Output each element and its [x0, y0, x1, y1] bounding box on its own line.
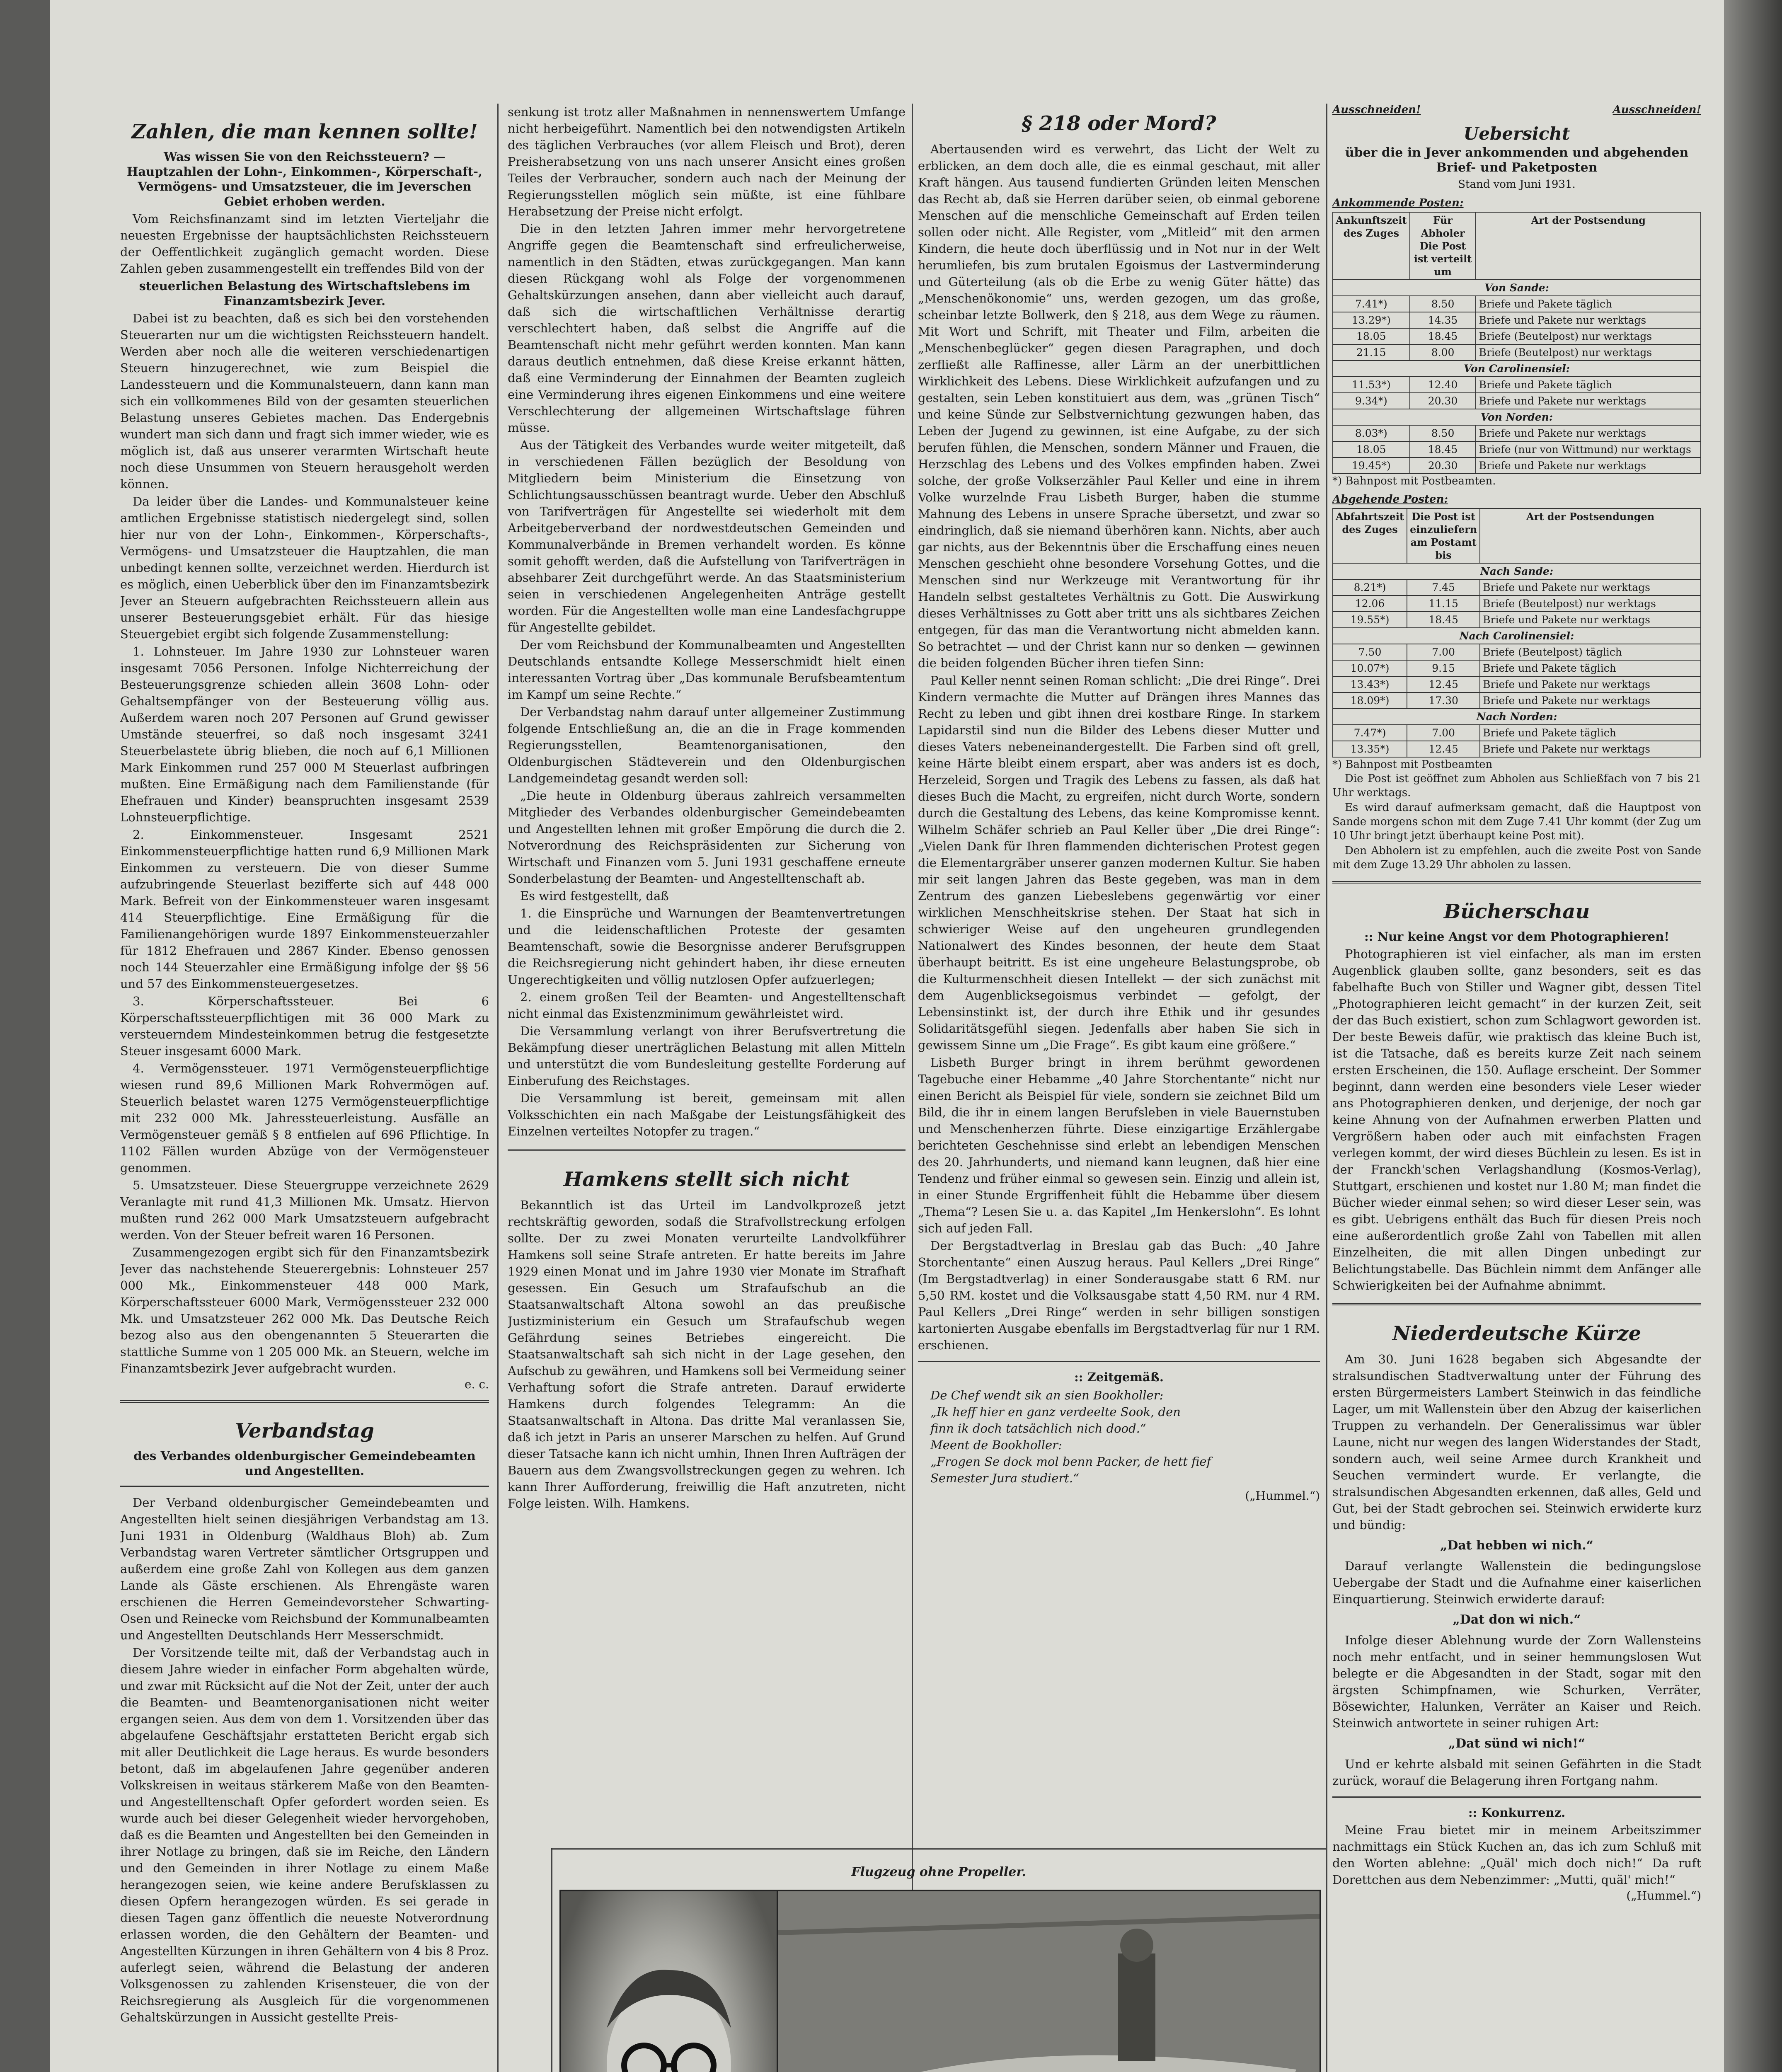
incoming-post-rows: [1333, 280, 1701, 474]
paragraph: Aus der Tätigkeit des Verbandes wurde weiter mitgeteilt, daß in verschiedenen Fällen bezüglich der Besoldung von Mitgliedern beim Ministerium die Einsetzung von Schlichtungsausschüssen beantragt wurde. Ueber den Abschluß von Tarifverträgen für Angestellte sei wiederholt mit dem Arbeitgeberverband der nordwestdeutschen Gemeinden und Kommunalverbände in Bremen verhandelt worden. Es könne somit gehofft werden, daß die Aufstellung von Tarifverträgen in absehbarer Zeit durchgeführt werde. An das Staatsministerium seien in verschiedenen Angelegenheiten Anträge gestellt worden. Für die Angestellten wolle man eine Landesfachgruppe für Angestellte gebildet.: [508, 438, 906, 634]
outgoing-post-rows: [1333, 563, 1701, 757]
table-cell: Briefe (Beutelpost) nur werktags: [1480, 595, 1701, 612]
table-cell: 18.05: [1333, 328, 1410, 344]
paragraph: senkung ist trotz aller Maßnahmen in nennenswertem Umfange nicht herbeigeführt. Namentlich bei den notwendigsten Artikeln des täglichen Verbrauches (vor allem Fleisch und Brot), deren Preisherabsetzung von uns nach unserer Ansicht eines großen Teiles der Verbraucher, sondern auch nach der Meinung der Regierungsstellen möglich sein müßte, ist eine fühlbare Herabsetzung der Preise nicht erfolgt.: [508, 105, 906, 218]
cut-out-notice: [1332, 104, 1701, 116]
article-subtitle: Was wissen Sie von den Reichssteuern? — Hauptzahlen der Lohn-, Einkommen-, Körperschaft-, Vermögens- und Umsatzsteuer, die im Jeverschen Gebiet erhoben werden.: [126, 150, 482, 208]
table-row: [1333, 612, 1701, 628]
section-heading: steuerlichen Belastung des Wirtschaftslebens im Finanzamtsbezirk Jever.: [139, 279, 470, 308]
table-cell: 17.30: [1407, 692, 1480, 709]
table-cell: Briefe (Beutelpost) nur werktags: [1476, 328, 1701, 344]
table-cell: Briefe und Pakete nur werktags: [1480, 579, 1701, 595]
column-divider: [912, 104, 913, 1898]
table-cell: Briefe und Pakete täglich: [1476, 296, 1701, 312]
paragraph: Am 30. Juni 1628 begaben sich Abgesandte der stralsundischen Stadtverwaltung unter der Führung des ersten Bürgermeisters Lambert Steinwich in das feindliche Lager, um mit Wallenstein über den Abzug der kaiserlichen Truppen zu verhandeln. Der Generalissimus war übler Laune, nicht nur wegen des langen Widerstandes der Stadt, sondern auch, weil seine Armee durch Krankheit und Seuchen vermindert wurde. Er verlangte, die stralsundischen Abgesandten erkennen, daß alles, Geld und Gut, bei der Stadt gebrochen sei. Steinwich erwiderte kurz und bündig:: [1332, 1352, 1701, 1532]
table-cell: Briefe und Pakete nur werktags: [1476, 457, 1701, 474]
table-cell: 20.30: [1410, 393, 1476, 409]
table-row: [1333, 725, 1701, 741]
table-cell: Briefe und Pakete täglich: [1476, 377, 1701, 393]
outgoing-post-table: [1332, 508, 1701, 758]
table-row: [1333, 328, 1701, 344]
table-cell: Briefe und Pakete nur werktags: [1476, 425, 1701, 441]
group-row: [1333, 563, 1701, 579]
table-row: [1333, 457, 1701, 474]
paragraph: 4. Vermögenssteuer. 1971 Vermögensteuerpflichtige wiesen rund 89,6 Millionen Mark Rohvermögen auf. Steuerlich belastet waren 1275 Vermögensteuerpflichtige mit 232 000 Mk. Jahressteuerleistung. Ausfälle an Vermögensteuer gemäß § 8 entfielen auf 696 Pflichtige. In 1102 Fällen wurden Abzüge von der Vermögensteuer genommen.: [120, 1061, 489, 1175]
section-heading: :: Nur keine Angst vor dem Photographieren!: [1364, 929, 1670, 944]
table-row: [1333, 579, 1701, 595]
portrait-photo: [561, 1891, 777, 2072]
paragraph: Die Versammlung ist bereit, gemeinsam mit allen Volksschichten ein nach Maßgabe der Leistungsfähigkeit des Einzelnen verteiltes Notopfer zu tragen.“: [508, 1091, 906, 1138]
table-cell: 9.15: [1407, 660, 1480, 676]
group-label: Von Carolinensiel:: [1333, 361, 1701, 377]
table-cell: Briefe und Pakete nur werktags: [1480, 741, 1701, 757]
table-cell: Briefe und Pakete nur werktags: [1480, 612, 1701, 628]
column-header: Für Abholer Die Post ist verteilt um: [1410, 212, 1476, 280]
column-4: [1332, 104, 1701, 2072]
group-row: [1333, 628, 1701, 644]
table-row: [1333, 644, 1701, 660]
table-cell: 11.15: [1407, 595, 1480, 612]
timetable-subtitle: über die in Jever ankommenden und abgehenden Brief- und Paketposten: [1345, 145, 1689, 175]
table-cell: 7.00: [1407, 644, 1480, 660]
article-title: Verbandstag: [235, 1419, 374, 1443]
group-row: [1333, 409, 1701, 425]
paragraph: Und er kehrte alsbald mit seinen Gefährten in die Stadt zurück, worauf die Belagerung ihren Fortgang nahm.: [1332, 1757, 1701, 1788]
table-cell: Briefe und Pakete nur werktags: [1476, 393, 1701, 409]
table-cell: Briefe (nur von Wittmund) nur werktags: [1476, 441, 1701, 457]
column-divider: [1326, 104, 1327, 2072]
paragraph: Meine Frau bietet mir in meinem Arbeitszimmer nachmittags ein Stück Kuchen an, das ich zum Schluß mit den Worten ablehne: „Quäl' mich doch nich!“ Da ruft Dorettchen aus dem Nebenzimmer: „Mutti, quäl' mich!“: [1332, 1823, 1701, 1887]
source-signature: („Hummel.“): [1626, 1889, 1701, 1903]
table-cell: 18.05: [1333, 441, 1410, 457]
photo: [559, 1890, 1321, 2072]
table-cell: 18.45: [1410, 328, 1476, 344]
paragraph: 5. Umsatzsteuer. Diese Steuergruppe verzeichnete 2629 Veranlagte mit rund 41,3 Millionen Mk. Umsatz. Hiervon mußten rund 262 000 Mark Umsatzsteuern aufgebracht werden. Von der Steuer befreit waren 16 Personen.: [120, 1178, 489, 1242]
table-footnote: *) Bahnpost mit Postbeamten: [1332, 758, 1493, 771]
paragraph: Bekanntlich ist das Urteil im Landvolkprozeß jetzt rechtskräftig geworden, sodaß die Strafvollstreckung erfolgen sollte. Der zu zwei Monaten verurteilte Landvolkführer Hamkens soll seine Strafe antreten. Er hatte bereits im Jahre 1929 einen Monat und im Jahre 1930 vier Monate im Strafhaft gesessen. Ein Gesuch um Strafaufschub an die Staatsanwaltschaft Altona sowohl an das preußische Justizministerium ein Gesuch um Strafaufschub wegen Gefährdung seines Betriebes eingereicht. Die Staatsanwaltschaft sah sich nicht in der Lage gesehen, den Aufschub zu gewähren, und Hamkens soll bei Vermeidung seiner Verhaftung sofort die Strafe antreten. Darauf erwiderte Hamkens durch folgendes Telegramm: An die Staatsanwaltschaft in Altona. Das dritte Mal veranlassen Sie, daß ich jetzt in Paris an unserer Marschen zu helfen. Auf Grund dieser Tatsache kann ich nicht umhin, Ihnen Ihren Aufträgen der Bauern aus dem Zwangsvollstreckungen gegen zu wehren. Ich kann Ihrer Aufforderung, freiwillig die Haft anzutreten, nicht Folge leisten. Wilh. Hamkens.: [508, 1198, 906, 1510]
quote: „Dat hebben wi nich.“: [1440, 1538, 1593, 1553]
table-cell: 8.50: [1410, 296, 1476, 312]
table-cell: 8.50: [1410, 425, 1476, 441]
table-cell: 18.45: [1410, 441, 1476, 457]
outgoing-label: Abgehende Posten:: [1332, 493, 1448, 506]
paragraph: Da leider über die Landes- und Kommunalsteuer keine amtlichen Ergebnisse statistisch niedergelegt sind, sollen hier nur von der Lohn-, Einkommen-, Körperschafts-, Vermögens- und Umsatzsteuer die Hauptzahlen, die man unbedingt kennen sollte, verzeichnet werden. Hierdurch ist es möglich, einen Ueberblick über den im Finanzamtsbezirk Jever an Steuern aufgebrachten Reichssteuern allein aus unserer Besteuerungsgebiet erhält. Für das hiesige Steuergebiet ergibt sich folgende Zusammenstellung:: [120, 494, 489, 641]
divider: [120, 1486, 489, 1487]
group-label: Nach Sande:: [1333, 563, 1701, 579]
column-header: Art der Postsendung: [1476, 212, 1701, 280]
aircraft-illustration: [778, 1891, 1321, 2072]
table-cell: 11.53*): [1333, 377, 1410, 393]
table-cell: 12.40: [1410, 377, 1476, 393]
column-header: Ankunftszeit des Zuges: [1333, 212, 1410, 280]
incoming-post-table: [1332, 212, 1701, 474]
divider: [918, 1361, 1320, 1362]
post-note: Die Post ist geöffnet zum Abholen aus Schließfach von 7 bis 21 Uhr werktags.: [1332, 772, 1701, 799]
paragraph: Der Bergstadtverlag in Breslau gab das Buch: „40 Jahre Storchentante“ einen Auszug heraus. Paul Kellers „Drei Ringe“ (Im Bergstadtverlag) in einer Sonderausgabe statt 6 RM. nur 5,50 RM. kostet und die Volksausgabe statt 4,50 RM. nur 4 RM. Paul Kellers „Drei Ringe“ werden in sehr billigen sonstigen kartonierten Ausgabe ebenfalls im Bergstadtverlag für nur 1 RM. erschienen.: [918, 1239, 1320, 1352]
table-row: [1333, 660, 1701, 676]
column-header: Abfahrtszeit des Zuges: [1333, 508, 1407, 563]
group-label: Von Sande:: [1333, 280, 1701, 296]
paragraph: Zusammengezogen ergibt sich für den Finanzamtsbezirk Jever das nachstehende Steuerergebnis: Lohnsteuer 257 000 Mk., Einkommensteuer 448 000 Mark, Körperschaftssteuer 6000 Mark, Vermögenssteuer 232 000 Mk. und Umsatzsteuer 262 000 Mk. Das Deutsche Reich bezog also aus den obengenannten 5 Steuerarten die stattliche Summe von 1 205 000 Mk. an Steuern, welche im Finanzamtsbezirk Jever aufgebracht wurden.: [120, 1245, 489, 1375]
column-header: Die Post ist einzuliefern am Postamt bis: [1407, 508, 1480, 563]
column-2: [508, 104, 906, 1898]
incoming-label: Ankommende Posten:: [1332, 197, 1464, 209]
table-cell: 21.15: [1333, 344, 1410, 361]
quote: „Dat sünd wi nich!“: [1448, 1736, 1586, 1751]
paragraph: Der Verbandstag nahm darauf unter allgemeiner Zustimmung folgende Entschließung an, die an die in Frage kommenden Regierungsstellen, Beamtenorganisationen, den Oldenburgischen Städteverein und den Oldenburgischen Landgemeindetag gesandt werden soll:: [508, 705, 906, 785]
table-row: [1333, 344, 1701, 361]
table-cell: Briefe und Pakete nur werktags: [1480, 676, 1701, 692]
frame-line: [551, 1848, 554, 2072]
divider: [1332, 1796, 1701, 1798]
table-cell: 13.35*): [1333, 741, 1407, 757]
table-cell: 18.09*): [1333, 692, 1407, 709]
poem-line: „Frogen Se dock mol benn Packer, de hett fief: [930, 1455, 1211, 1469]
table-cell: 13.29*): [1333, 312, 1410, 328]
poem-line: „Ik heff hier en ganz verdeelte Sook, den: [930, 1405, 1181, 1419]
source-signature: („Hummel.“): [1245, 1489, 1320, 1503]
column-divider: [497, 104, 499, 2072]
paragraph: Paul Keller nennt seinen Roman schlicht: „Die drei Ringe“. Drei Kindern vermachte die Mutter auf Drängen ihres Mannes das Recht zu leben und gibt ihnen drei kostbare Ringe. In starkem Lapidarstil sind nun die Bilder des Lebens dieser Mutter und dieses Vaters nebeneinandergestellt. Die Farben sind oft grell, keine Härte bleibt einem erspart, aber was anders ist es doch, Herzeleid, Sorgen und Tragik des Lebens zu fassen, als daß hat dieses Buch die Macht, zu ergreifen, nicht durch Worte, sondern durch die Gestaltung des Lebens, das keine Kompromisse kennt. Wilhelm Schäfer schrieb an Paul Keller über „Die drei Ringe“: „Vielen Dank für Ihren flammenden dichterischen Protest gegen die Elementargräber unserer ganzen modernen Kultur. Sie haben mir seit langen Jahren das Beste gegeben, was man in dem Zentrum des ganzen Liebeslebens gegenwärtig vor einer wirklichen Menschheitskrise stehen. Der Staat hat sich in schwieriger Weise auf den ungeheuren grundlegenden Nationalwert des Kindes besonnen, der heute dem Staat überhaupt beitritt. Es ist eine ungeheure Belastungsprobe, ob die Kulturmenschheit diesen Intellekt — der sich zunächst mit dem Augenblicksegoismus verbindet — gefolgt, der Lebensinstinkt ist, der durch ihre Ethik und ihr gesundes Solidaritätsgefühl siegen. Jedenfalls aber haben Sie sich in gewissem Sinne um „Die Frage“. Es gibt kaum eine größere.“: [918, 673, 1320, 1052]
table-cell: 8.21*): [1333, 579, 1407, 595]
section-divider: [1332, 881, 1701, 884]
paragraph: Es wird festgestellt, daß: [520, 889, 669, 903]
table-cell: Briefe (Beutelpost) täglich: [1480, 644, 1701, 660]
table-cell: Briefe und Pakete nur werktags: [1476, 312, 1701, 328]
section-divider: [1332, 1303, 1701, 1305]
paragraph: Die Versammlung verlangt von ihrer Berufsvertretung die Bekämpfung dieser unerträglichen Belastung mit allen Mitteln und unterstützt die vom Bundesleitung gestellte Forderung auf Einberufung des Reichstages.: [508, 1024, 906, 1088]
book-spine-shadow: [1724, 0, 1782, 2072]
table-cell: 7.41*): [1333, 296, 1410, 312]
paragraph: 2. einem großen Teil der Beamten- und Angestelltenschaft nicht einmal das Existenzminimum gewährleistet wird.: [508, 990, 906, 1021]
table-cell: 7.00: [1407, 725, 1480, 741]
aircraft-photo: [777, 1891, 1321, 2072]
paragraph: 3. Körperschaftssteuer. Bei 6 Körperschaftssteuerpflichtigen mit 36 000 Mark zu versteuerndem Mindesteinkommen betrug die festgesetzte Steuer insgesamt 6000 Mark.: [120, 994, 489, 1058]
column-3: [918, 104, 1320, 1898]
group-label: Nach Carolinensiel:: [1333, 628, 1701, 644]
table-row: [1333, 595, 1701, 612]
table-cell: 7.47*): [1333, 725, 1407, 741]
table-cell: Briefe (Beutelpost) nur werktags: [1476, 344, 1701, 361]
table-footnote: *) Bahnpost mit Postbeamten.: [1332, 475, 1496, 487]
table-row: [1333, 741, 1701, 757]
poem-line: Meent de Bookholler:: [930, 1438, 1062, 1452]
paragraph: 1. die Einsprüche und Warnungen der Beamtenvertretungen und die leidenschaftlichen Proteste der gesamten Beamtenschaft, sowie die Besorgnisse anderer Berufsgruppen die Reichsregierung nicht gehindert haben, ihr diese erneuten Ungerechtigkeiten und völlig nutzlosen Opfer aufzuerlegen;: [508, 906, 906, 987]
cut-out-label-left: Ausschneiden!: [1332, 104, 1421, 116]
table-cell: 19.45*): [1333, 457, 1410, 474]
article-subtitle: des Verbandes oldenburgischer Gemeindebeamten und Angestellten.: [133, 1449, 476, 1478]
portrait-illustration: [561, 1891, 777, 2072]
paragraph: Infolge dieser Ablehnung wurde der Zorn Wallensteins noch mehr entfacht, und in seiner hemmungslosen Wut belegte er die Abgesandten in der Stadt, sogar mit den ärgsten Schimpfnamen, wie Schurken, Verräter, Bösewichter, Halunken, Verräter an Kaiser und Reich. Steinwich antwortete in seiner ruhigen Art:: [1332, 1633, 1701, 1730]
section-heading: :: Konkurrenz.: [1468, 1806, 1566, 1820]
table-cell: 7.50: [1333, 644, 1407, 660]
table-cell: 10.07*): [1333, 660, 1407, 676]
table-cell: Briefe und Pakete täglich: [1480, 660, 1701, 676]
table-cell: 8.03*): [1333, 425, 1410, 441]
table-row: [1333, 296, 1701, 312]
timetable-title: Uebersicht: [1463, 123, 1570, 144]
article-title: Hamkens stellt sich nicht: [563, 1168, 850, 1191]
poem-line: De Chef wendt sik an sien Bookholler:: [930, 1388, 1164, 1402]
table-row: [1333, 425, 1701, 441]
table-cell: 12.45: [1407, 676, 1480, 692]
author-signature: e. c.: [465, 1377, 489, 1391]
paragraph: 1. Lohnsteuer. Im Jahre 1930 zur Lohnsteuer waren insgesamt 7056 Personen. Infolge Nichterreichung der Besteuerungsgrenze schieden allein 3608 Lohn- oder Gehaltsempfänger von der Besteuerung völlig aus. Außerdem waren noch 207 Personen auf Grund gewisser Umstände steuerfrei, so daß noch insgesamt 3241 Steuerbelastete übrig blieben, die noch auf 6,1 Millionen Mark Einkommen rund 257 000 M Steuerlast aufbringen mußten. Eine Ermäßigung nach dem Familienstande (für Ehefrauen und Kinder) beanspruchten insgesamt 2539 Lohnsteuerpflichtige.: [120, 644, 489, 824]
article-title: § 218 oder Mord?: [1022, 112, 1216, 135]
poem-line: finn ik doch tatsächlich nich dood.“: [930, 1421, 1146, 1435]
frame-line: [551, 1848, 1326, 1850]
table-cell: 20.30: [1410, 457, 1476, 474]
group-label: Nach Norden:: [1333, 709, 1701, 725]
timetable-date: Stand vom Juni 1931.: [1458, 178, 1576, 191]
table-row: [1333, 393, 1701, 409]
table-cell: Briefe und Pakete täglich: [1480, 725, 1701, 741]
table-cell: 9.34*): [1333, 393, 1410, 409]
paragraph: Lisbeth Burger bringt in ihrem berühmt gewordenen Tagebuche einer Hebamme „40 Jahre Storchentante“ nicht nur einen Bericht als Beispiel für viele, sondern sie zeichnet Bild um Bild, die ihr in einem langen Berufsleben in viele Bauernstuben und Menschenherzen führte. Diese einzigartige Erzählergabe berichteten Geschehnisse sind erlebt an lebendigen Menschen des 20. Jahrhunderts, und niemand kann leugnen, daß hier eine Tendenz und früher einmal so gewesen sein. Einzig und allein ist, in einer Stunde Ergriffenheit fühlt die Hebamme über diesem „Thema“? Lesen Sie u. a. das Kapitel „Im Henkerslohn“. Es lohnt sich auf jeden Fall.: [918, 1055, 1320, 1235]
table-cell: 8.00: [1410, 344, 1476, 361]
post-note: Es wird darauf aufmerksam gemacht, daß die Hauptpost von Sande morgens schon mit dem Zuge 7.41 Uhr kommt (der Zug um 10 Uhr bringt jetzt überhaupt keine Post mit).: [1332, 801, 1701, 842]
section-divider: [120, 1400, 489, 1403]
paragraph: Darauf verlangte Wallenstein die bedingungslose Uebergabe der Stadt und die Aufnahme einer kaiserlichen Einquartierung. Steinwich erwiderte darauf:: [1332, 1559, 1701, 1606]
article-title: Zahlen, die man kennen sollte!: [131, 120, 478, 143]
table-row: [1333, 676, 1701, 692]
column-1: [120, 104, 489, 2072]
paragraph: Der Vorsitzende teilte mit, daß der Verbandstag auch in diesem Jahre wieder in einfacher Form abgehalten würde, und zwar mit Rücksicht auf die Not der Zeit, unter der auch die Beamten- und Beamtenorganisationen nicht weiter ergangen seien. Aus dem von dem 1. Vorsitzenden über das abgelaufene Geschäftsjahr erstatteten Bericht ergab sich mit aller Deutlichkeit die Lage heraus. Es wurde besonders betont, daß im abgelaufenen Jahre gegenüber anderen Volkskreisen in weitaus stärkerem Maße von den Beamten- und Angestelltenschaft Opfer gefordert worden seien. Es wurde auch bei dieser Gelegenheit wieder hervorgehoben, daß es die Beamten und Angestellten bei den Gemeinden in ihrer Notlage zu bringen, daß sie im Reiche, den Ländern und den Gemeinden in ihrer Notlage zu einem Maße herangezogen seien, wie keine andere Berufsklassen zu diesen Opfern herangezogen würden. Es sei gerade in diesen Tagen ganz öffentlich die neueste Notverordnung erlassen worden, die den Gehältern der Beamten- und Angestellten Kürzungen in ihren Gehältern von 4 bis 8 Proz. auferlegt seien, während die Belastung der anderen Volksgenossen zu zahlenden Krisensteuer, die von der Reichsregierung als Ausgleich für die vorgenommenen Gehaltskürzungen in Aussicht gestellte Preis-: [120, 1646, 489, 2024]
group-row: [1333, 280, 1701, 296]
section-heading: :: Zeitgemäß.: [1074, 1370, 1164, 1384]
paragraph: Dabei ist zu beachten, daß es sich bei den vorstehenden Steuerarten nur um die wichtigsten Reichssteuern handelt. Werden aber noch alle die weiteren verschiedenartigen Steuern hinzugerechnet, wie zum Beispiel die Landessteuern und die Kommunalsteuern, dann kann man sich ein vollkommenes Bild von der gesamten steuerlichen Belastung unseres Gebietes machen. Das Endergebnis wundert man sich dann und fragt sich immer wieder, wie es möglich ist, daß aus unserer verarmten Wirtschaft heute noch diese Unsummen von Steuern herausgeholt werden können.: [120, 311, 489, 491]
paragraph: Der Verband oldenburgischer Gemeindebeamten und Angestellten hielt seinen diesjährigen Verbandstag am 13. Juni 1931 in Oldenburg (Waldhaus Bloh) ab. Zum Verbandstag waren Vertreter sämtlicher Ortsgruppen und außerdem eine große Zahl von Kollegen aus dem ganzen Lande als Gäste erschienen. Als Ehrengäste waren erschienen die Herren Gemeindevorsteher Schwarting-Osen und Reinecke vom Reichsbund der Kommunalbeamten und Angestellten Deutschlands Herr Messerschmidt.: [120, 1496, 489, 1642]
group-row: [1333, 709, 1701, 725]
table-cell: 7.45: [1407, 579, 1480, 595]
poem-line: Semester Jura studiert.“: [930, 1471, 1079, 1485]
dialect-joke: [930, 1387, 1307, 1486]
table-cell: 19.55*): [1333, 612, 1407, 628]
cut-out-label-right: Ausschneiden!: [1613, 104, 1701, 116]
table-row: [1333, 377, 1701, 393]
paragraph: 2. Einkommensteuer. Insgesamt 2521 Einkommensteuerpflichtige hatten rund 6,9 Millionen Mark Einkommen zu versteuern. Die von dieser Summe aufzubringende Steuerlast bezifferte sich auf 448 000 Mark. Befreit von der Einkommensteuer waren insgesamt 414 Steuerpflichtige. Eine Ermäßigung für die Familienangehörigen wurde 1897 Einkommensteuerzahler für 1812 Ehefrauen und 2867 Kinder. Ebenso genossen noch 144 Steuerzahler eine Ermäßigung infolge der §§ 56 und 57 des Einkommensteuergesetzes.: [120, 828, 489, 991]
paragraph: Abertausenden wird es verwehrt, das Licht der Welt zu erblicken, an dem doch alle, die es einmal geschaut, mit aller Kraft hängen. Aus tausend fundierten Gründen leiten Menschen das Recht ab, daß sie Herren darüber seien, ob einmal geborene Menschen auf die menschliche Gemeinschaft auf Erden teilen sollen oder nicht. Alle Register, vom „Mitleid“ mit den armen Kindern, die heute doch überflüssig und in Not nur in der Welt herumliefen, bis zum brutalen Egoismus der Lastverminderung und Güterteilung (als ob die Erbe zu wenig Güter hätte) das „Menschenökonomie“ uns, werden gezogen, um das große, scheinbar letzte Bollwerk, den § 218, aus dem Wege zu räumen. Mit Wort und Schrift, mit Theater und Film, arbeiten die „Menschenbeglücker“ gegen diesen Paragraphen, und doch zerfließt alle Raffinesse, aller Lärm an der unerbittlichen Wirklichkeit des Lebens. Diese Wirklichkeit aufzufangen und zu gestalten, sein Leben konstituiert aus dem, was „grünen Tisch“ und keine Sünde zur Selbstvernichtung gezwungen haben, das Leben der Jugend zu gewinnen, ist eine Aufgabe, zu der sich berufen fühlen, die Menschen, sondern Männer und Frauen, die Herzschlag des Lebens und des Volkes empfinden haben. Zwei solche, der große Volkserzähler Paul Keller und eine in ihrem Volke wurzelnde Frau Lisbeth Burger, haben die stumme Mahnung des Lebens in unsere Sprache übersetzt, und zwar so eindringlich, daß sie niemand überhören kann. Nichts, aber auch gar nichts, aus der Bekenntnis über die Erschaffung eines neuen Menschen geschieht ohne besondere Vorsehung Gottes, und die Menschen sind nur Werkzeuge mit Verantwortung für ihr Handeln selbst gestaltetes Verhältnis zu Gott. Die Auswirkung dieses Verhältnisses zu Gott aber tritt uns als sichtbares Zeichen entgegen, für das man die Verantwortung nicht abmelden kann. So betrachtet — und der Christ kann nur so denken — gewinnen die beiden folgenden Bücher ihren tiefen Sinn:: [918, 142, 1320, 670]
paragraph: Photographieren ist viel einfacher, als man im ersten Augenblick glauben sollte, ganz besonders, seit es das fabelhafte Buch von Stiller und Wagner gibt, dessen Titel „Photographieren leicht gemacht“ in der kurzen Zeit, seit der das Buch existiert, schon zum Schlagwort geworden ist. Der beste Beweis dafür, wie praktisch das kleine Buch ist, ist die Tatsache, daß es bereits kurze Zeit nach seinem ersten Erscheinen, die 150. Auflage erscheint. Der Sommer beginnt, dann werden eine besonders viele Leser wieder ans Photographieren denken, und derjenige, der noch gar keine Ahnung von der Aufnahmen erwerben Platten und Vergrößern haben oder auch mit einfachsten Fragen verlegen kommt, der wird dieses Büchlein zu lesen. Es ist in der Franckh'schen Verlagshandlung (Kosmos-Verlag), Stuttgart, erschienen und kostet nur 1.80 M; man findet die Bücher wieder einmal sehen; so wird dieser Leser sein, was es gibt. Uebrigens enthält das Buch für diesen Preis noch eine außerordentlich große Zahl von Tabellen mit allen Einzelheiten, die mit allen Dingen unbedingt zur Belichtungstabelle. Das Büchlein nimmt dem Anfänger alle Schwierigkeiten bei der Aufnahme abnimmt.: [1332, 947, 1701, 1293]
paragraph: Der vom Reichsbund der Kommunalbeamten und Angestellten Deutschlands entsandte Kollege Messerschmidt hielt einen interessanten Vortrag über „Das kommunale Berufsbeamtentum im Kampf um seine Rechte.“: [508, 638, 906, 702]
post-note: Den Abholern ist zu empfehlen, auch die zweite Post von Sande mit dem Zuge 13.29 Uhr abholen zu lassen.: [1332, 845, 1701, 871]
quote: „Dat don wi nich.“: [1453, 1612, 1581, 1627]
table-row: [1333, 312, 1701, 328]
paragraph: Vom Reichsfinanzamt sind im letzten Vierteljahr die neuesten Ergebnisse der hauptsächlichsten Reichssteuern der Oeffentlichkeit zugänglich gemacht worden. Diese Zahlen geben zusammengestellt ein treffendes Bild von der: [120, 212, 489, 276]
paragraph: „Die heute in Oldenburg überaus zahlreich versammelten Mitglieder des Verbandes oldenburgischer Gemeindebeamten und Angestellten lehnen mit großer Empörung die durch die 2. Notverordnung des Reichspräsidenten zur Sicherung von Wirtschaft und Finanzen vom 5. Juni 1931 geschaffene erneute Sonderbelastung der Beamten- und Angestelltenschaft ab.: [508, 789, 906, 886]
group-label: Von Norden:: [1333, 409, 1701, 425]
table-cell: 12.45: [1407, 741, 1480, 757]
table-cell: Briefe und Pakete nur werktags: [1480, 692, 1701, 709]
column-header: Art der Postsendungen: [1480, 508, 1701, 563]
article-title: Niederdeutsche Kürze: [1392, 1322, 1642, 1345]
table-cell: 13.43*): [1333, 676, 1407, 692]
table-cell: 18.45: [1407, 612, 1480, 628]
photo-title: Flugzeug ohne Propeller.: [851, 1865, 1026, 1879]
table-cell: 14.35: [1410, 312, 1476, 328]
table-row: [1333, 692, 1701, 709]
paragraph: Die in den letzten Jahren immer mehr hervorgetretene Angriffe gegen die Beamtenschaft sind erfreulicherweise, namentlich in den Städten, etwas zurückgegangen. Man kann diesen Rückgang wohl als Folge der vorgenommenen Gehaltskürzungen ansehen, dann aber vielleicht auch darauf, daß sich die wirtschaftlichen Verhältnisse derartig verschlechtert haben, daß selbst die Angriffe auf die Beamtenschaft nicht mehr geführt werden konnten. Man kann daraus deutlich entnehmen, daß diese Kreise erkannt hätten, daß eine Verminderung der Einnahmen der Beamten zugleich eine Verminderung ihres eigenen Einkommens und eine weitere Verschlechterung der allgemeinen Wirtschaftslage führen müsse.: [508, 222, 906, 435]
table-row: [1333, 441, 1701, 457]
article-title: Bücherschau: [1443, 900, 1590, 923]
section-divider: [508, 1149, 906, 1151]
table-cell: 12.06: [1333, 595, 1407, 612]
group-row: [1333, 361, 1701, 377]
